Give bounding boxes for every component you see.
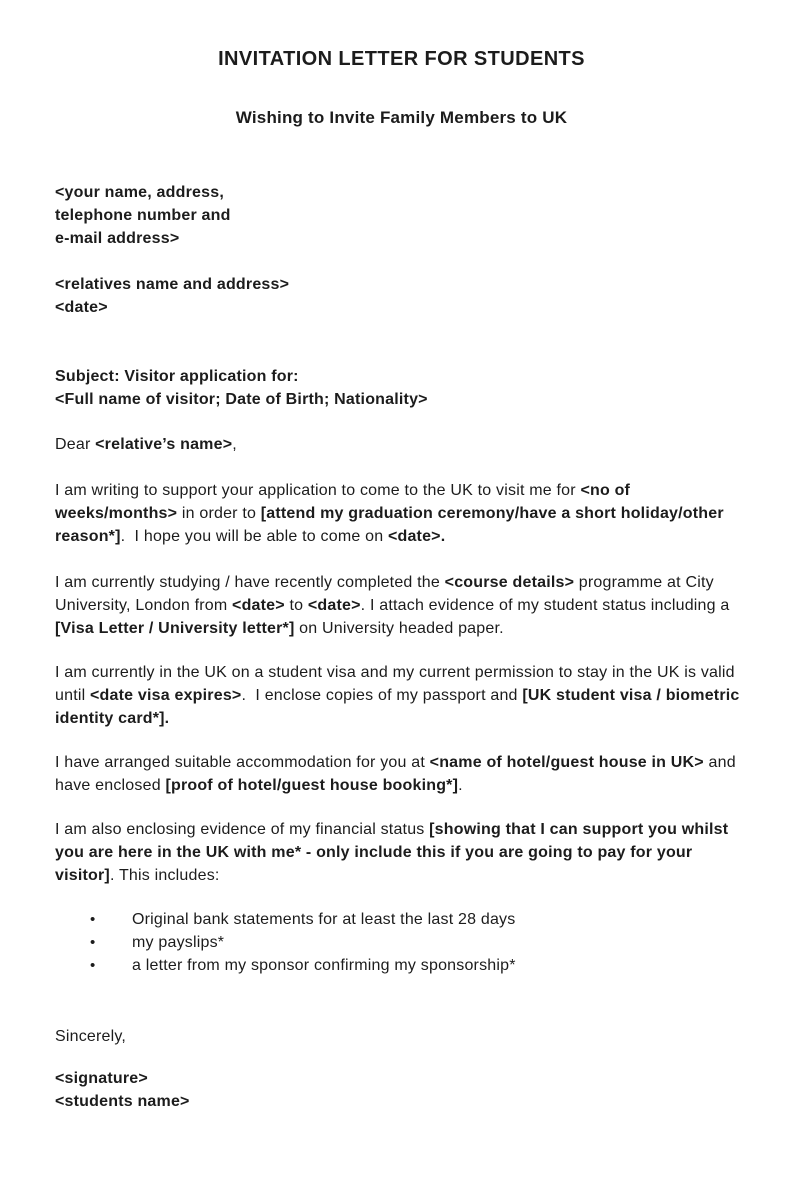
paragraph-accommodation — [55, 751, 748, 797]
signature-block — [55, 1067, 748, 1113]
text-run: . I attach evidence of my student status including a — [360, 597, 735, 614]
text-run: <relative’s name> — [95, 436, 233, 453]
text-line: telephone number and — [55, 207, 231, 224]
text-run: , — [232, 436, 237, 453]
text-run: to — [284, 597, 308, 614]
text-run: [UK student visa / biometric identity card*]. — [55, 687, 745, 727]
paragraph-financial-status — [55, 818, 748, 887]
list-item — [55, 908, 748, 931]
text-run: I am writing to support your application to come to the UK to visit me for — [55, 482, 581, 499]
text-run: <date> — [232, 597, 285, 614]
text-run: and have enclosed — [55, 754, 741, 794]
text-run: . I hope you will be able to come on — [120, 528, 388, 545]
list-item-text: a letter from my sponsor confirming my sponsorship* — [132, 957, 516, 974]
text-run: <course details> — [444, 574, 575, 591]
text-line: Subject: Visitor application for: — [55, 368, 299, 385]
recipient-block — [55, 273, 748, 319]
bullet-icon: • — [90, 911, 96, 928]
text-run: <date> — [307, 597, 361, 614]
text-run: <name of hotel/guest house in UK> — [429, 754, 704, 771]
text-run: [Visa Letter / University letter*] — [55, 620, 295, 637]
text-run: . This includes: — [109, 867, 220, 884]
text-run: on University headed paper. — [294, 620, 504, 637]
subject-block — [55, 365, 748, 411]
closing: Sincerely, — [55, 1028, 127, 1045]
list-item-text: Original bank statements for at least the last 28 days — [132, 911, 516, 928]
text-line: <signature> — [55, 1070, 148, 1087]
text-run: <no of weeks/months> — [55, 482, 635, 522]
bullet-icon: • — [90, 957, 96, 974]
list-item — [55, 954, 748, 977]
salutation — [55, 433, 748, 456]
text-run: [proof of hotel/guest house booking*] — [165, 777, 459, 794]
text-line: <students name> — [55, 1093, 190, 1110]
text-line: e-mail address> — [55, 230, 180, 247]
text-run: <date visa expires> — [90, 687, 242, 704]
text-run: I am currently studying / have recently completed the — [55, 574, 445, 591]
paragraph-visa-status — [55, 661, 748, 730]
text-run: I am also enclosing evidence of my financial status — [55, 821, 430, 838]
letter-title: INVITATION LETTER FOR STUDENTS — [218, 48, 585, 70]
letter-subtitle: Wishing to Invite Family Members to UK — [235, 108, 568, 127]
sender-address-block — [55, 181, 748, 250]
text-line: <date> — [55, 299, 108, 316]
text-run: programme at City University, London from — [55, 574, 719, 614]
list-item-text: my payslips* — [132, 934, 225, 951]
text-line: <your name, address, — [55, 184, 224, 201]
text-run: . — [458, 777, 463, 794]
text-run: in order to — [177, 505, 261, 522]
text-run: <date>. — [387, 528, 446, 545]
bullet-icon: • — [90, 934, 96, 951]
text-line: <relatives name and address> — [55, 276, 290, 293]
list-item — [55, 931, 748, 954]
enclosures-list — [55, 908, 748, 977]
text-run: . I enclose copies of my passport and — [241, 687, 523, 704]
paragraph-student-status — [55, 571, 748, 640]
text-run: [showing that I can support you whilst you are here in the UK with me* - only include this if you are going to pay for your visitor] — [55, 821, 733, 884]
paragraph-support-application — [55, 479, 748, 548]
text-line: <Full name of visitor; Date of Birth; Nationality> — [55, 391, 428, 408]
text-run: [attend my graduation ceremony/have a short holiday/other reason*] — [55, 505, 729, 545]
text-run: I have arranged suitable accommodation for you at — [55, 754, 430, 771]
text-run: Dear — [55, 436, 96, 453]
text-run: I am currently in the UK on a student visa and my current permission to stay in the UK is valid until — [55, 664, 740, 704]
